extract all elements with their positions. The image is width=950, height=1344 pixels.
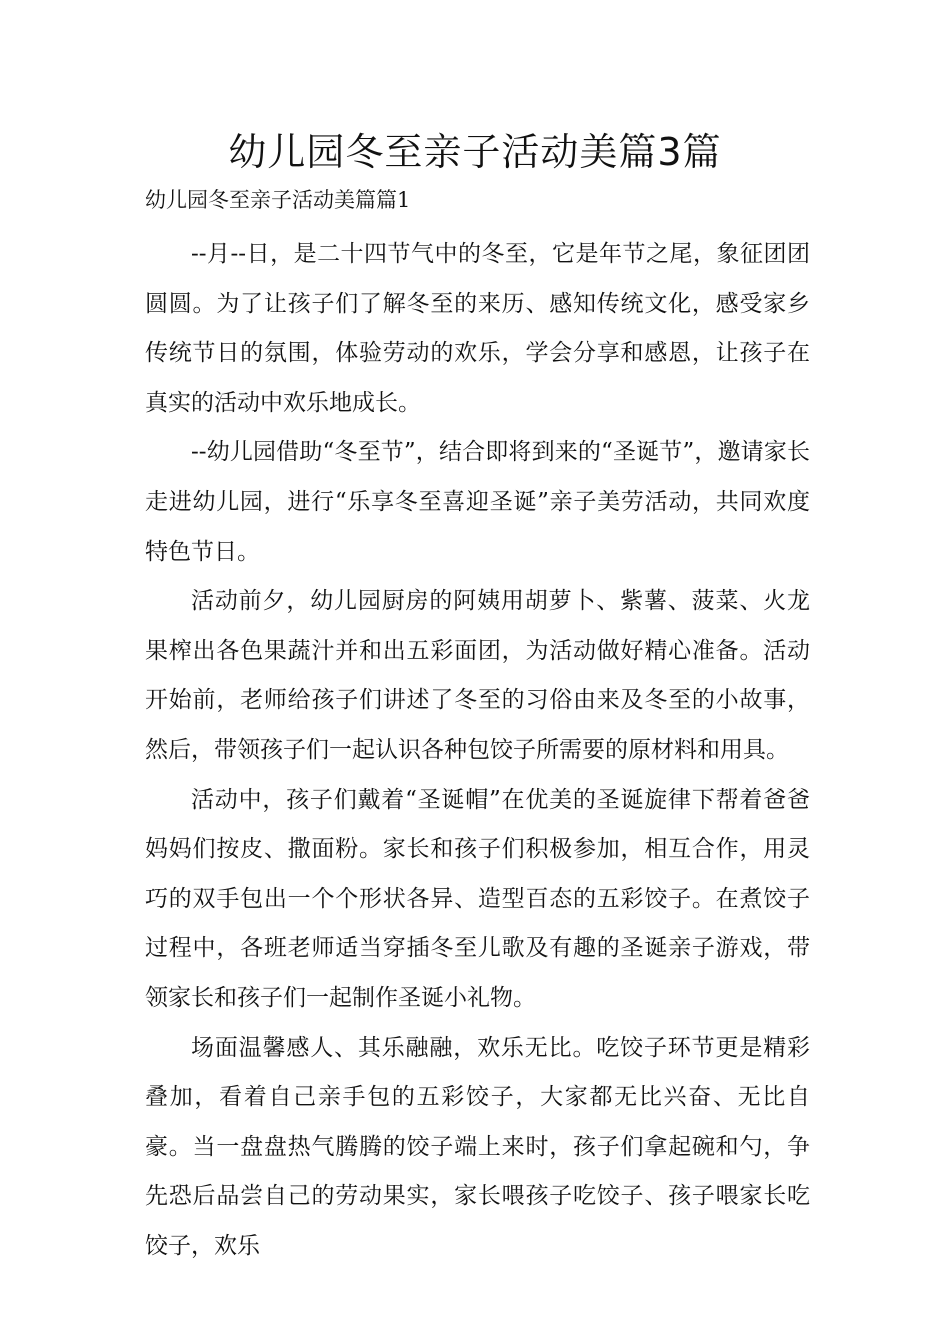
paragraph-4: 活动中，孩子们戴着“圣诞帽”在优美的圣诞旋律下帮着爸爸妈妈们按皮、撒面粉。家长和孩子们积极参加，相互合作，用灵巧的双手包出一个个形状各异、造型百态的五彩饺子。在煮饺子过程中，各班老师适当穿插冬至儿歌及有趣的圣诞亲子游戏，带领家长和孩子们一起制作圣诞小礼物。 <box>145 786 810 1011</box>
paragraph-1: --月--日，是二十四节气中的冬至，它是年节之尾，象征团团圆圆。为了让孩子们了解冬至的来历、感知传统文化，感受家乡传统节日的氛围，体验劳动的欢乐，学会分享和感恩，让孩子在真实的活动中欢乐地成长。 <box>145 241 810 416</box>
paragraph-3: 活动前夕，幼儿园厨房的阿姨用胡萝卜、紫薯、菠菜、火龙果榨出各色果蔬汁并和出五彩面团，为活动做好精心准备。活动开始前，老师给孩子们讲述了冬至的习俗由来及冬至的小故事，然后，带领孩子们一起认识各种包饺子所需要的原材料和用具。 <box>145 588 810 763</box>
paragraph-2: --幼儿园借助“冬至节”，结合即将到来的“圣诞节”，邀请家长走进幼儿园，进行“乐享冬至喜迎圣诞”亲子美劳活动，共同欢度特色节日。 <box>145 439 810 565</box>
document-body <box>145 230 810 1259</box>
document-title: 幼儿园冬至亲子活动美篇3篇 <box>228 130 722 174</box>
paragraph-5: 场面温馨感人、其乐融融，欢乐无比。吃饺子环节更是精彩叠加，看着自己亲手包的五彩饺子，大家都无比兴奋、无比自豪。当一盘盘热气腾腾的饺子端上来时，孩子们拿起碗和勺，争先恐后品尝自己的劳动果实，家长喂孩子吃饺子、孩子喂家长吃饺子，欢乐 <box>145 1034 810 1259</box>
section-heading: 幼儿园冬至亲子活动美篇篇1 <box>145 188 411 212</box>
